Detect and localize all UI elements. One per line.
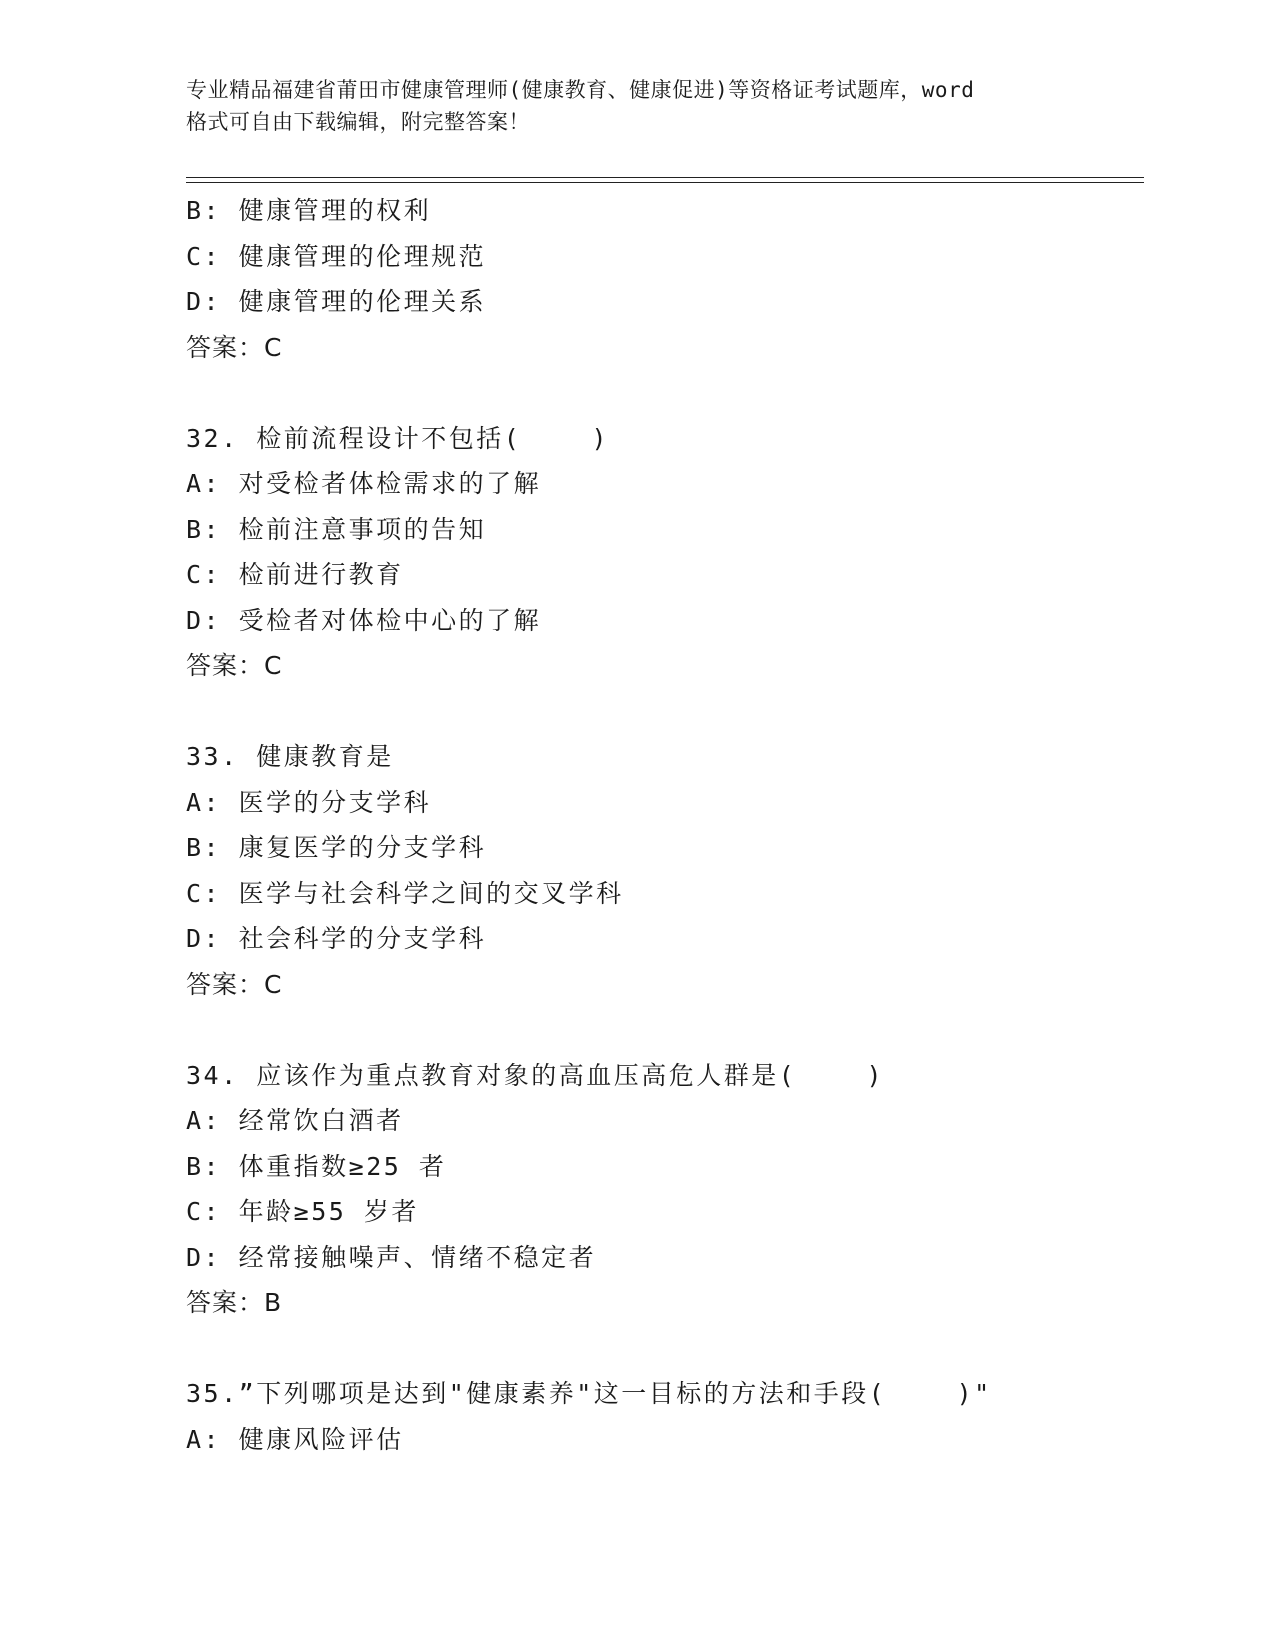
question-33 [186,734,1146,1007]
spacer [186,1326,1146,1372]
option-a: A: 经常饮白酒者 [186,1106,404,1135]
document-header [186,74,1106,138]
option-d: D: 社会科学的分支学科 [186,924,487,953]
spacer [186,689,1146,735]
option-a: A: 对受检者体检需求的了解 [186,469,542,498]
question-32 [186,416,1146,689]
option-b: B: 健康管理的权利 [186,196,432,225]
header-divider-top [186,177,1144,178]
answer: 答案：C [186,332,283,362]
question-35 [186,1371,1146,1462]
question-stem: 35.”下列哪项是达到"健康素养"这一目标的方法和手段( )" [186,1379,992,1408]
option-d: D: 经常接触噪声、情绪不稳定者 [186,1242,597,1272]
question-34 [186,1053,1146,1326]
answer: 答案：C [186,969,283,999]
option-c: C: 健康管理的伦理规范 [186,241,487,271]
question-stem: 33. 健康教育是 [186,742,394,771]
option-a: A: 医学的分支学科 [186,787,432,817]
answer: 答案：C [186,651,283,680]
option-a: A: 健康风险评估 [186,1424,404,1454]
header-divider-bottom [186,182,1144,183]
option-b: B: 康复医学的分支学科 [186,833,487,862]
header-line-2: 格式可自由下载编辑，附完整答案！ [186,110,530,134]
question-31-tail [186,188,1146,370]
option-c: C: 年龄≥55 岁者 [186,1197,419,1226]
spacer [186,1007,1146,1053]
answer: 答案：B [186,1288,283,1317]
option-c: C: 医学与社会科学之间的交叉学科 [186,878,624,908]
option-d: D: 受检者对体检中心的了解 [186,605,542,635]
option-b: B: 体重指数≥25 者 [186,1151,447,1181]
header-line-1: 专业精品福建省莆田市健康管理师(健康教育、健康促进)等资格证考试题库，word [186,78,975,102]
spacer [186,370,1146,416]
question-stem: 34. 应该作为重点教育对象的高血压高危人群是( ) [186,1060,885,1090]
option-c: C: 检前进行教育 [186,560,404,589]
question-list [186,188,1146,1462]
option-d: D: 健康管理的伦理关系 [186,287,487,316]
option-b: B: 检前注意事项的告知 [186,514,487,544]
question-stem: 32. 检前流程设计不包括( ) [186,423,610,453]
